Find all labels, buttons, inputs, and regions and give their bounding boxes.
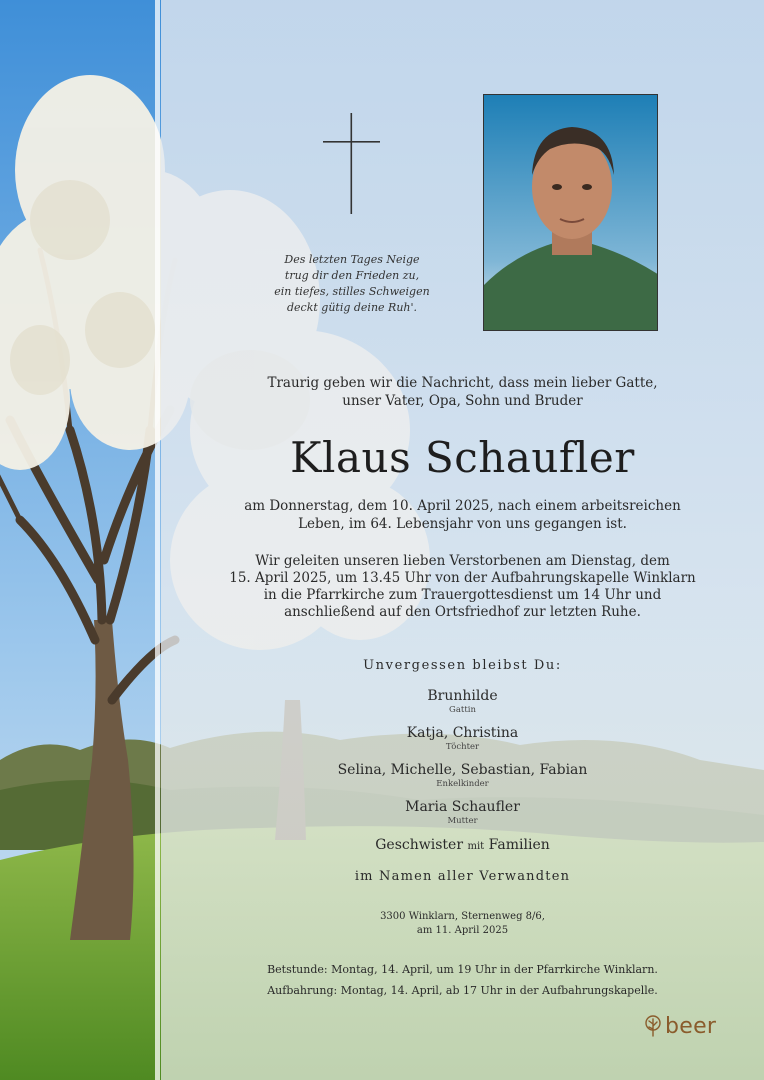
prayer-hour: Betstunde: Montag, 14. April, um 19 Uhr in der Pfarrkirche Winklarn.: [267, 963, 658, 976]
poem-line: deckt gütig deine Ruh'.: [286, 301, 418, 314]
mourner-name: Katja, Christina: [406, 725, 519, 741]
panel-divider: [155, 0, 160, 1080]
death-line: am Donnerstag, dem 10. April 2025, nach einem arbeitsreichen: [244, 498, 681, 514]
address-block: [161, 910, 764, 938]
siblings-entry: [161, 837, 764, 854]
mourner-name: Selina, Michelle, Sebastian, Fabian: [337, 762, 588, 778]
death-line: Leben, im 64. Lebensjahr von uns gegangen ist.: [298, 516, 627, 532]
address-line: 3300 Winklarn, Sternenweg 8/6,: [380, 911, 545, 922]
tree-logo-icon: [644, 1015, 662, 1037]
funeral-line: 15. April 2025, um 13.45 Uhr von der Aufbahrungskapelle Winklarn: [229, 570, 696, 586]
siblings-connector: mit: [467, 841, 485, 852]
funeral-info: [161, 553, 764, 621]
poem-line: trug dir den Frieden zu,: [284, 269, 420, 282]
mourner-role: Mutter: [447, 816, 478, 826]
poem-line: ein tiefes, stilles Schweigen: [274, 285, 430, 298]
logo-text: beer: [665, 1013, 717, 1039]
viewing-info: Aufbahrung: Montag, 14. April, ab 17 Uhr in der Aufbahrungskapelle.: [267, 984, 658, 997]
cross-icon: [323, 113, 380, 214]
mourner-name: Brunhilde: [427, 688, 498, 704]
date-line: am 11. April 2025: [416, 925, 509, 936]
siblings-text: Geschwister: [375, 837, 464, 853]
deceased-name: Klaus Schaufler: [290, 433, 635, 482]
mourner-entry: [161, 688, 764, 715]
mourners-heading: Unvergessen bleibst Du:: [363, 658, 562, 673]
memorial-poem: [262, 252, 442, 316]
funeral-line: anschließend auf den Ortsfriedhof zur letzten Ruhe.: [284, 604, 641, 620]
mourner-role: Töchter: [445, 742, 480, 752]
announcement-intro: [161, 374, 764, 410]
funeral-line: in die Pfarrkirche zum Trauergottesdienst um 14 Uhr und: [263, 587, 662, 603]
poem-line: Des letzten Tages Neige: [284, 253, 420, 266]
mourner-entry: [161, 725, 764, 752]
death-notice: [161, 497, 764, 533]
intro-line: Traurig geben wir die Nachricht, dass mein lieber Gatte,: [267, 375, 658, 391]
funeral-line: Wir geleiten unseren lieben Verstorbenen am Dienstag, dem: [255, 553, 670, 569]
intro-line: unser Vater, Opa, Sohn und Bruder: [342, 393, 583, 409]
mourner-role: Enkelkinder: [436, 779, 489, 789]
mourner-role: Gattin: [449, 705, 476, 715]
mourner-entry: [161, 799, 764, 826]
portrait-photo: [483, 94, 658, 331]
relatives-closing: im Namen aller Verwandten: [354, 869, 571, 884]
mourner-entry: [161, 762, 764, 789]
events-block: [161, 959, 764, 1001]
mourner-name: Maria Schaufler: [405, 799, 520, 815]
funeral-home-logo: [644, 1012, 716, 1040]
families-text: Familien: [488, 837, 550, 853]
